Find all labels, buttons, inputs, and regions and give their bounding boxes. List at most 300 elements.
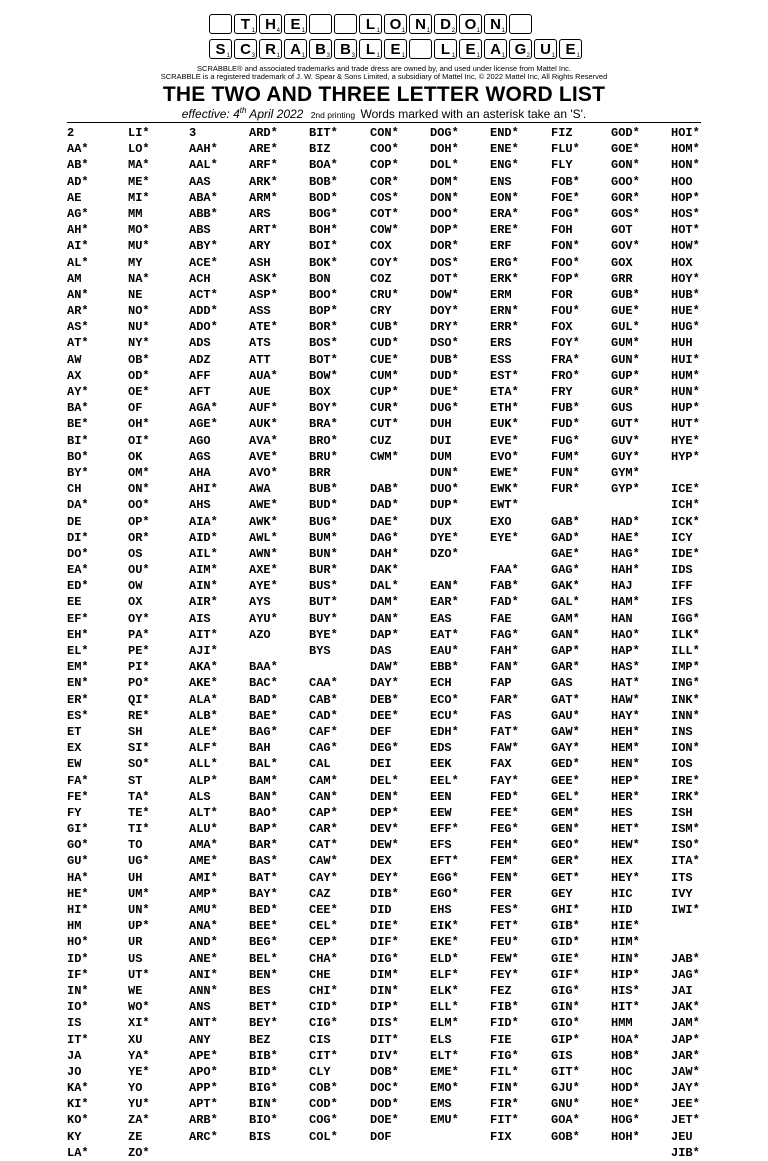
word-entry: BRA*: [309, 417, 338, 432]
word-entry: ECH: [430, 676, 452, 691]
word-entry: AHI*: [189, 482, 218, 497]
logo-tile-blank: [409, 39, 432, 59]
word-entry: OM*: [128, 465, 150, 480]
word-entry: DAD*: [370, 498, 399, 513]
logo-row-scrabble-league: [209, 39, 584, 61]
word-entry: GOD*: [611, 126, 640, 140]
word-entry: ETH*: [490, 401, 519, 416]
word-entry: ADO*: [189, 320, 218, 335]
word-entry: DUX: [430, 514, 452, 529]
word-entry: MU*: [128, 239, 150, 254]
word-entry: ATS: [249, 336, 271, 351]
word-entry: BAH: [249, 741, 271, 756]
word-entry: DZO*: [430, 546, 459, 561]
word-entry: EE: [67, 595, 82, 610]
word-entry: AVE*: [249, 449, 278, 464]
word-entry: FIZ: [551, 126, 573, 140]
logo-tile-points: 3: [351, 53, 355, 59]
word-entry: ARF*: [249, 158, 278, 173]
logo-tile-letter: U: [540, 40, 551, 58]
word-entry: SO*: [128, 757, 150, 772]
word-entry: FOU*: [551, 304, 580, 319]
word-entry: IF*: [67, 967, 89, 982]
word-entry: AWA: [249, 482, 271, 497]
word-entry: EVO*: [490, 449, 519, 464]
word-entry: HM: [67, 919, 82, 934]
word-entry: ARK*: [249, 174, 278, 189]
word-entry: FAN*: [490, 660, 519, 675]
word-entry: CIS: [309, 1032, 331, 1047]
word-entry: DIP*: [370, 1000, 399, 1015]
word-entry: CEP*: [309, 935, 338, 950]
word-column: [189, 125, 218, 1145]
word-entry: GUE*: [611, 304, 640, 319]
word-entry: IO*: [67, 1000, 89, 1015]
word-column: [611, 125, 640, 1145]
logo-tile: [284, 39, 307, 59]
word-column: [490, 125, 519, 1145]
word-entry: DSO*: [430, 336, 459, 351]
logo-tile: [434, 39, 457, 59]
logo-tile-points: 1: [551, 53, 555, 59]
logo-tile: [534, 39, 557, 59]
word-entry: BAE*: [249, 708, 278, 723]
word-entry: MA*: [128, 158, 150, 173]
word-entry: BOD*: [309, 190, 338, 205]
word-entry: EIK*: [430, 919, 459, 934]
word-entry: IN*: [67, 983, 89, 998]
word-entry: DUD*: [430, 368, 459, 383]
word-entry: HIE*: [611, 919, 640, 934]
word-entry: CUM*: [370, 368, 399, 383]
word-entry: JAY*: [671, 1081, 700, 1096]
word-entry: DUO*: [430, 482, 459, 497]
word-entry: END*: [490, 126, 519, 140]
word-entry: JAK*: [671, 1000, 700, 1015]
logo-tile-letter: D: [440, 15, 451, 33]
word-entry: BOT*: [309, 352, 338, 367]
word-entry: BOR*: [309, 320, 338, 335]
word-entry: GNU*: [551, 1097, 580, 1112]
word-entry: FEN*: [490, 870, 519, 885]
word-entry: HOO: [671, 174, 693, 189]
word-entry: HOM*: [671, 142, 700, 157]
word-entry: AIT*: [189, 627, 218, 642]
word-entry: HOD*: [611, 1081, 640, 1096]
word-entry: AYS: [249, 595, 271, 610]
word-entry: AIS: [189, 611, 211, 626]
word-entry: BEN*: [249, 967, 278, 982]
logo-tile: [484, 14, 507, 34]
word-entry: GOV*: [611, 239, 640, 254]
word-entry: CUZ: [370, 433, 392, 448]
word-entry: CAM*: [309, 773, 338, 788]
word-entry: BOP*: [309, 304, 338, 319]
word-entry: JAG*: [671, 967, 700, 982]
logo-tile: [359, 14, 382, 34]
word-entry: GYP*: [611, 482, 640, 497]
word-entry: AIL*: [189, 546, 218, 561]
word-entry: FOB*: [551, 174, 580, 189]
logo-tile-points: 1: [376, 53, 380, 59]
word-entry: EMU*: [430, 1113, 459, 1128]
word-entry: UN*: [128, 903, 150, 917]
word-entry: AH*: [67, 223, 89, 238]
word-entry: AFT: [189, 385, 211, 399]
word-entry: HAT*: [611, 676, 640, 691]
word-entry: ERF: [490, 239, 512, 254]
word-entry: DYE*: [430, 530, 459, 545]
word-entry: FLU*: [551, 142, 580, 157]
word-entry: IDS: [671, 563, 693, 578]
logo-tile-letter: N: [415, 15, 426, 33]
word-entry: ZE: [128, 1129, 143, 1144]
word-entry: FIG*: [490, 1048, 519, 1063]
word-entry: HEM*: [611, 741, 640, 756]
word-entry: JAW*: [671, 1064, 700, 1079]
word-entry: GUL*: [611, 320, 640, 335]
word-entry: ANE*: [189, 951, 218, 966]
word-entry: BO*: [67, 449, 89, 464]
word-entry: BAA*: [249, 660, 278, 675]
word-entry: ERK*: [490, 271, 519, 286]
word-entry: AY*: [67, 385, 89, 399]
word-entry: APO*: [189, 1064, 218, 1079]
word-entry: FUN*: [551, 465, 580, 480]
word-entry: EST*: [490, 368, 519, 383]
word-entry: AX: [67, 368, 82, 383]
word-entry: LI*: [128, 126, 150, 140]
word-entry: AVO*: [249, 465, 278, 480]
logo-tile: [234, 39, 257, 59]
word-entry: DUI: [430, 433, 452, 448]
word-column: [370, 125, 399, 1145]
word-entry: DA*: [67, 498, 89, 513]
word-entry: HIS*: [611, 983, 640, 998]
word-entry: BEG*: [249, 935, 278, 950]
word-entry: UP*: [128, 919, 150, 934]
word-entry: AMI*: [189, 870, 218, 885]
word-entry: JAM*: [671, 1016, 700, 1031]
logo-tile-letter: O: [464, 15, 477, 33]
word-entry: HUM*: [671, 368, 700, 383]
word-entry: PA*: [128, 627, 150, 642]
word-entry: CHI*: [309, 983, 338, 998]
logo-tile-letter: T: [240, 15, 251, 33]
word-entry: ALF*: [189, 741, 218, 756]
word-entry: XU: [128, 1032, 143, 1047]
word-entry: ZA*: [128, 1113, 150, 1128]
word-entry: ASH: [249, 255, 271, 270]
word-entry: CUB*: [370, 320, 399, 335]
word-entry: AYU*: [249, 611, 278, 626]
logo-tile-points: 1: [426, 28, 430, 34]
word-entry: EEW: [430, 805, 452, 820]
word-entry: DIV*: [370, 1048, 399, 1063]
word-entry: GAE*: [551, 546, 580, 561]
word-entry: ACE*: [189, 255, 218, 270]
word-gap: [611, 497, 640, 513]
word-entry: ADS: [189, 336, 211, 351]
word-entry: HIN*: [611, 951, 640, 966]
word-entry: HA*: [67, 870, 89, 885]
word-entry: COT*: [370, 206, 399, 221]
word-entry: DOR*: [430, 239, 459, 254]
word-entry: WE: [128, 983, 143, 998]
word-entry: HEX: [611, 854, 633, 869]
word-entry: GEY: [551, 886, 573, 901]
word-entry: FAB*: [490, 579, 519, 594]
word-entry: GIN*: [551, 1000, 580, 1015]
word-entry: APP*: [189, 1081, 218, 1096]
word-entry: DIN*: [370, 983, 399, 998]
word-entry: LO*: [128, 142, 150, 157]
effective-prefix: effective: 4: [181, 107, 240, 121]
word-entry: COO*: [370, 142, 399, 157]
word-entry: CH: [67, 482, 82, 497]
word-entry: DAG*: [370, 530, 399, 545]
word-entry: LA*: [67, 1145, 89, 1160]
word-entry: JAB*: [671, 951, 700, 966]
word-entry: AAL*: [189, 158, 218, 173]
word-entry: HAW*: [611, 692, 640, 707]
word-entry: FIB*: [490, 1000, 519, 1015]
word-column: [430, 125, 459, 1129]
word-entry: FES*: [490, 903, 519, 917]
word-entry: CAY*: [309, 870, 338, 885]
word-entry: HAM*: [611, 595, 640, 610]
logo-tile-points: 1: [476, 28, 480, 34]
word-entry: AWN*: [249, 546, 278, 561]
word-gap: [551, 497, 580, 513]
word-entry: IRE*: [671, 773, 700, 788]
word-entry: ME*: [128, 174, 150, 189]
word-entry: ARM*: [249, 190, 278, 205]
word-entry: DI*: [67, 530, 89, 545]
word-entry: FIR*: [490, 1097, 519, 1112]
word-entry: ANT*: [189, 1016, 218, 1031]
word-entry: EAN*: [430, 579, 459, 594]
logo-tile-letter: B: [315, 40, 326, 58]
word-entry: GUN*: [611, 352, 640, 367]
word-entry: HIP*: [611, 967, 640, 982]
word-entry: DEB*: [370, 692, 399, 707]
word-entry: ER*: [67, 692, 89, 707]
word-entry: ECO*: [430, 692, 459, 707]
word-entry: DEP*: [370, 805, 399, 820]
word-entry: YO: [128, 1081, 143, 1096]
word-entry: CAZ: [309, 886, 331, 901]
word-entry: UT*: [128, 967, 150, 982]
word-entry: EMS: [430, 1097, 452, 1112]
word-entry: ENE*: [490, 142, 519, 157]
word-entry: EWT*: [490, 498, 519, 513]
word-entry: EEK: [430, 757, 452, 772]
word-entry: DUB*: [430, 352, 459, 367]
word-entry: ALU*: [189, 822, 218, 837]
word-entry: AWE*: [249, 498, 278, 513]
word-entry: DON*: [430, 190, 459, 205]
word-entry: EXO: [490, 514, 512, 529]
word-entry: CUT*: [370, 417, 399, 432]
word-entry: CRY: [370, 304, 392, 319]
word-entry: BIO*: [249, 1113, 278, 1128]
word-entry: EMO*: [430, 1081, 459, 1096]
word-entry: KY: [67, 1129, 82, 1144]
word-entry: CAA*: [309, 676, 338, 691]
word-entry: SI*: [128, 741, 150, 756]
word-entry: PI*: [128, 660, 150, 675]
word-entry: AAS: [189, 174, 211, 189]
word-entry: QI*: [128, 692, 150, 707]
logo-tile-points: 1: [501, 28, 505, 34]
word-entry: ATT: [249, 352, 271, 367]
word-entry: GIO*: [551, 1016, 580, 1031]
word-entry: BIT*: [309, 126, 338, 140]
logo-tile-letter: E: [390, 40, 401, 58]
word-entry: HEY*: [611, 870, 640, 885]
word-entry: GAR*: [551, 660, 580, 675]
word-entry: JEE*: [671, 1097, 700, 1112]
word-entry: DUP*: [430, 498, 459, 513]
word-entry: DIE*: [370, 919, 399, 934]
word-entry: IOS: [671, 757, 693, 772]
word-entry: GIE*: [551, 951, 580, 966]
word-entry: US: [128, 951, 143, 966]
word-entry: ALL*: [189, 757, 218, 772]
word-entry: GIF*: [551, 967, 580, 982]
word-entry: AJI*: [189, 644, 218, 658]
word-entry: HAJ: [611, 579, 633, 594]
word-entry: BUR*: [309, 563, 338, 578]
word-entry: JAP*: [671, 1032, 700, 1047]
logo-tile-blank: [334, 14, 357, 34]
word-entry: UM*: [128, 886, 150, 901]
word-entry: MY: [128, 255, 143, 270]
word-entry: FOX: [551, 320, 573, 335]
word-entry: EYE*: [490, 530, 519, 545]
word-entry: FEE*: [490, 805, 519, 820]
word-entry: HAH*: [611, 563, 640, 578]
word-entry: IVY: [671, 886, 693, 901]
word-gap: [430, 562, 459, 578]
word-entry: APE*: [189, 1048, 218, 1063]
word-entry: EM*: [67, 660, 89, 675]
word-entry: DIF*: [370, 935, 399, 950]
word-entry: GEM*: [551, 805, 580, 820]
word-entry: EF*: [67, 611, 89, 626]
word-entry: INK*: [671, 692, 700, 707]
logo-tile: [309, 39, 332, 59]
logo-tile-points: 3: [251, 53, 255, 59]
word-entry: EN*: [67, 676, 89, 691]
word-entry: FOP*: [551, 271, 580, 286]
word-entry: GAN*: [551, 627, 580, 642]
word-entry: FIX: [490, 1129, 512, 1144]
word-entry: ERM: [490, 287, 512, 302]
word-entry: EGG*: [430, 870, 459, 885]
word-entry: EFF*: [430, 822, 459, 837]
word-entry: HE*: [67, 886, 89, 901]
word-entry: AHA: [189, 465, 211, 480]
word-entry: DOG*: [430, 126, 459, 140]
word-entry: GUB*: [611, 287, 640, 302]
word-entry: BUS*: [309, 579, 338, 594]
word-entry: FAE: [490, 611, 512, 626]
word-entry: ALS: [189, 789, 211, 804]
word-entry: BET*: [249, 1000, 278, 1015]
word-entry: DEV*: [370, 822, 399, 837]
logo-tile-letter: E: [565, 40, 576, 58]
word-gap: [249, 643, 278, 659]
word-entry: DOF: [370, 1129, 392, 1144]
word-entry: FLY: [551, 158, 573, 173]
logo-tile: [284, 14, 307, 34]
word-entry: BAM*: [249, 773, 278, 788]
word-entry: DIT*: [370, 1032, 399, 1047]
word-entry: DOH*: [430, 142, 459, 157]
logo-tile-points: 1: [501, 53, 505, 59]
word-entry: GEE*: [551, 773, 580, 788]
word-entry: ADZ: [189, 352, 211, 367]
word-entry: UR: [128, 935, 143, 950]
word-entry: GAK*: [551, 579, 580, 594]
word-entry: FOE*: [551, 190, 580, 205]
word-entry: MO*: [128, 223, 150, 238]
logo-tile: [234, 14, 257, 34]
word-entry: FUM*: [551, 449, 580, 464]
word-entry: HOA*: [611, 1032, 640, 1047]
word-entry: EWK*: [490, 482, 519, 497]
word-column: [671, 125, 700, 1161]
word-gap: [671, 918, 700, 934]
logo-tile: [384, 39, 407, 59]
word-entry: ADD*: [189, 304, 218, 319]
word-entry: DUN*: [430, 465, 459, 480]
word-entry: JET*: [671, 1113, 700, 1128]
word-entry: FEZ: [490, 983, 512, 998]
word-entry: ICK*: [671, 514, 700, 529]
logo-tile-points: 2: [451, 28, 455, 34]
word-entry: GIG*: [551, 983, 580, 998]
printing-label: 2nd printing: [310, 110, 356, 120]
word-entry: HEH*: [611, 724, 640, 739]
word-entry: HAO*: [611, 627, 640, 642]
word-entry: ALA*: [189, 692, 218, 707]
logo-tile-points: 1: [276, 53, 280, 59]
word-entry: AIM*: [189, 563, 218, 578]
logo-tile-letter: A: [490, 40, 501, 58]
word-entry: DEF: [370, 724, 392, 739]
word-entry: FIN*: [490, 1081, 519, 1096]
logo-tile: [209, 39, 232, 59]
word-entry: GAS: [551, 676, 573, 691]
word-entry: AR*: [67, 304, 89, 319]
logo-tile: [459, 39, 482, 59]
word-entry: HIC: [611, 886, 633, 901]
word-entry: EAU*: [430, 644, 459, 658]
word-entry: AME*: [189, 854, 218, 869]
word-entry: OS: [128, 546, 143, 561]
effective-sup: th: [239, 106, 247, 115]
word-entry: DAN*: [370, 611, 399, 626]
word-entry: EH*: [67, 627, 89, 642]
word-entry: HOC: [611, 1064, 633, 1079]
logo-tile-letter: A: [290, 40, 301, 58]
word-entry: FUG*: [551, 433, 580, 448]
word-entry: DOO*: [430, 206, 459, 221]
word-entry: HIT*: [611, 1000, 640, 1015]
